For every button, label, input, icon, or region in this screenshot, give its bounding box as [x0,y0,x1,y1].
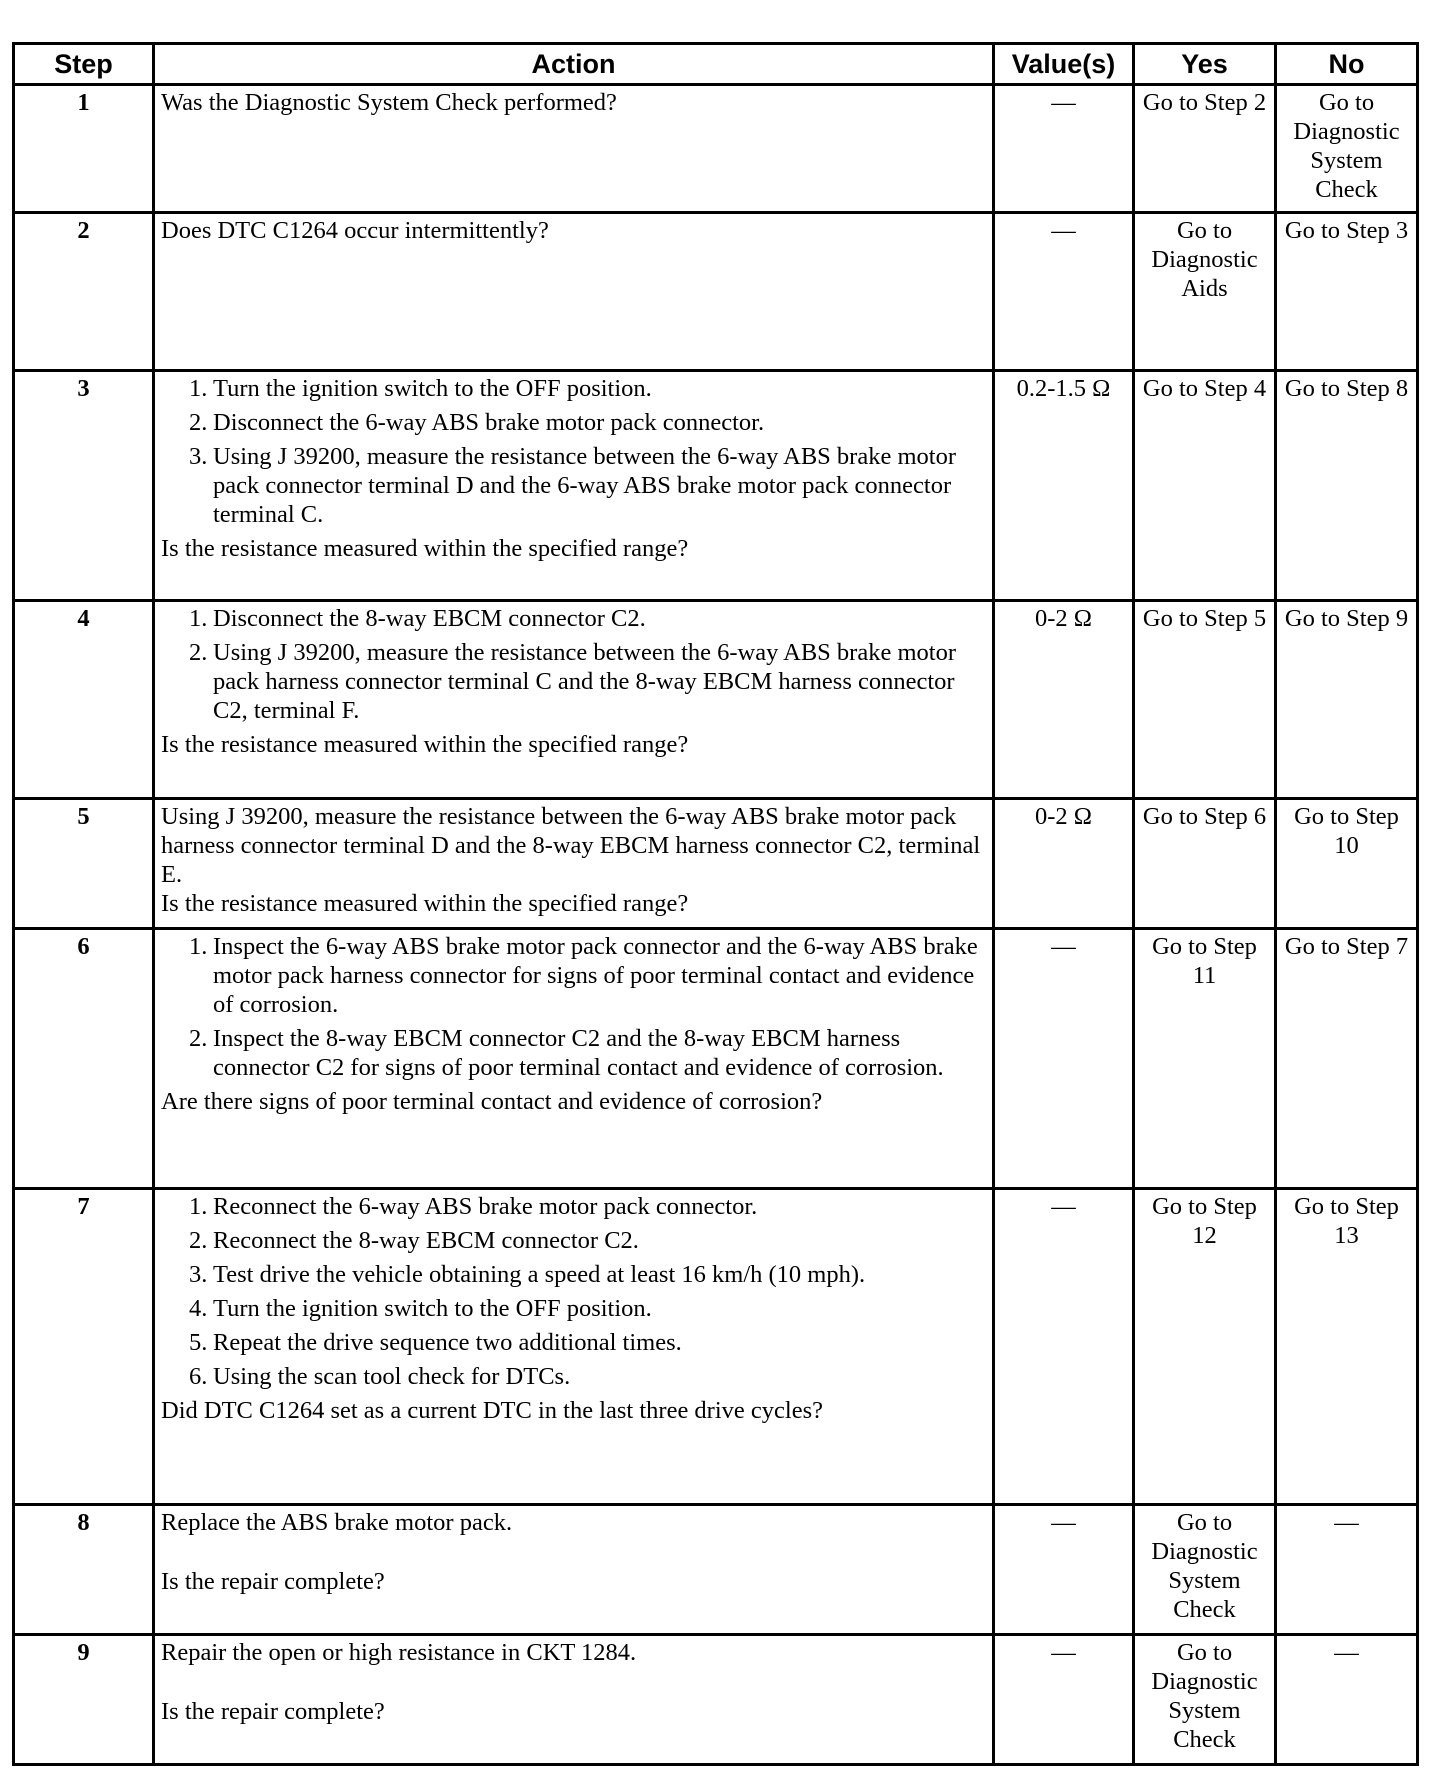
header-values: Value(s) [994,44,1134,85]
list-item: 2. Reconnect the 8-way EBCM connector C2. [189,1227,639,1254]
action-cell [154,371,994,601]
action-cell [154,929,994,1189]
step-number: 5 [14,799,154,929]
list-item: 2. Inspect the 8-way EBCM connector C2 and the 8-way EBCM harness connector C2 for signs of poor terminal contact and evidence of corrosion. [189,1025,944,1081]
action-question: Did DTC C1264 set as a current DTC in the last three drive cycles? [161,1397,823,1424]
value-cell: — [994,1189,1134,1505]
yes-cell: Go to Diagnostic System Check [1134,1635,1276,1765]
action-text: Replace the ABS brake motor pack. [161,1509,513,1536]
value-cell: — [994,1505,1134,1635]
action-question: Is the repair complete? [161,1698,385,1725]
action-text: Using J 39200, measure the resistance between the 6-way ABS brake motor pack harness connector terminal D and the 8-way EBCM harness connector C2, terminal E. [161,803,981,888]
value-cell: 0-2 Ω [994,799,1134,929]
value-cell: 0-2 Ω [994,601,1134,799]
yes-cell: Go to Step 11 [1134,929,1276,1189]
no-cell: Go to Step 10 [1276,799,1418,929]
no-cell: Go to Step 9 [1276,601,1418,799]
action-question: Is the resistance measured within the specified range? [161,890,689,917]
no-cell: — [1276,1635,1418,1765]
table-row [14,1505,1418,1635]
action-question: Is the resistance measured within the specified range? [161,535,689,562]
step-number: 7 [14,1189,154,1505]
table-row [14,799,1418,929]
action-text: Repair the open or high resistance in CKT 1284. [161,1639,637,1666]
yes-cell: Go to Step 2 [1134,85,1276,213]
yes-cell: Go to Step 6 [1134,799,1276,929]
table-row [14,371,1418,601]
list-item: 1. Turn the ignition switch to the OFF position. [189,375,652,402]
step-number: 4 [14,601,154,799]
list-item: 2. Using J 39200, measure the resistance between the 6-way ABS brake motor pack harness connector terminal C and the 8-way EBCM harness connector C2, terminal F. [189,639,956,724]
action-text: Does DTC C1264 occur intermittently? [161,217,549,244]
yes-cell: Go to Diagnostic Aids [1134,213,1276,371]
step-number: 8 [14,1505,154,1635]
action-cell [154,1189,994,1505]
table-row [14,213,1418,371]
value-cell: 0.2-1.5 Ω [994,371,1134,601]
action-cell [154,601,994,799]
no-cell: Go to Step 3 [1276,213,1418,371]
value-cell: — [994,929,1134,1189]
step-number: 1 [14,85,154,213]
action-question: Is the resistance measured within the specified range? [161,731,689,758]
header-action: Action [154,44,994,85]
no-cell: — [1276,1505,1418,1635]
value-cell: — [994,213,1134,371]
table-row [14,1635,1418,1765]
table-row [14,601,1418,799]
diagnostic-table-page [12,42,1416,1766]
action-question: Are there signs of poor terminal contact and evidence of corrosion? [161,1088,823,1115]
list-item: 3. Using J 39200, measure the resistance between the 6-way ABS brake motor pack connector terminal D and the 6-way ABS brake motor pack connector terminal C. [189,443,956,528]
step-number: 6 [14,929,154,1189]
header-step: Step [14,44,154,85]
no-cell: Go to Step 8 [1276,371,1418,601]
action-question: Is the repair complete? [161,1568,385,1595]
action-cell [154,1505,994,1635]
action-cell [154,85,994,213]
yes-cell: Go to Step 5 [1134,601,1276,799]
yes-cell: Go to Diagnostic System Check [1134,1505,1276,1635]
action-list [161,1192,986,1396]
no-cell: Go to Step 13 [1276,1189,1418,1505]
table-row [14,929,1418,1189]
table-row [14,85,1418,213]
step-number: 3 [14,371,154,601]
list-item: 3. Test drive the vehicle obtaining a speed at least 16 km/h (10 mph). [189,1261,866,1288]
diagnostic-table [12,42,1419,1766]
yes-cell: Go to Step 12 [1134,1189,1276,1505]
action-list [161,374,986,534]
list-item: 4. Turn the ignition switch to the OFF position. [189,1295,652,1322]
header-row [14,44,1418,85]
action-text: Was the Diagnostic System Check performed? [161,89,617,116]
action-list [161,932,986,1087]
list-item: 1. Inspect the 6-way ABS brake motor pack connector and the 6-way ABS brake motor pack harness connector for signs of poor terminal contact and evidence of corrosion. [189,933,978,1018]
header-no: No [1276,44,1418,85]
list-item: 6. Using the scan tool check for DTCs. [189,1363,571,1390]
header-yes: Yes [1134,44,1276,85]
list-item: 2. Disconnect the 6-way ABS brake motor pack connector. [189,409,765,436]
value-cell: — [994,1635,1134,1765]
action-list [161,604,986,730]
list-item: 1. Reconnect the 6-way ABS brake motor pack connector. [189,1193,758,1220]
yes-cell: Go to Step 4 [1134,371,1276,601]
action-cell [154,213,994,371]
table-row [14,1189,1418,1505]
list-item: 5. Repeat the drive sequence two additional times. [189,1329,682,1356]
action-cell [154,1635,994,1765]
value-cell: — [994,85,1134,213]
no-cell: Go to Step 7 [1276,929,1418,1189]
list-item: 1. Disconnect the 8-way EBCM connector C2. [189,605,646,632]
no-cell: Go to Diagnostic System Check [1276,85,1418,213]
step-number: 9 [14,1635,154,1765]
step-number: 2 [14,213,154,371]
action-cell [154,799,994,929]
